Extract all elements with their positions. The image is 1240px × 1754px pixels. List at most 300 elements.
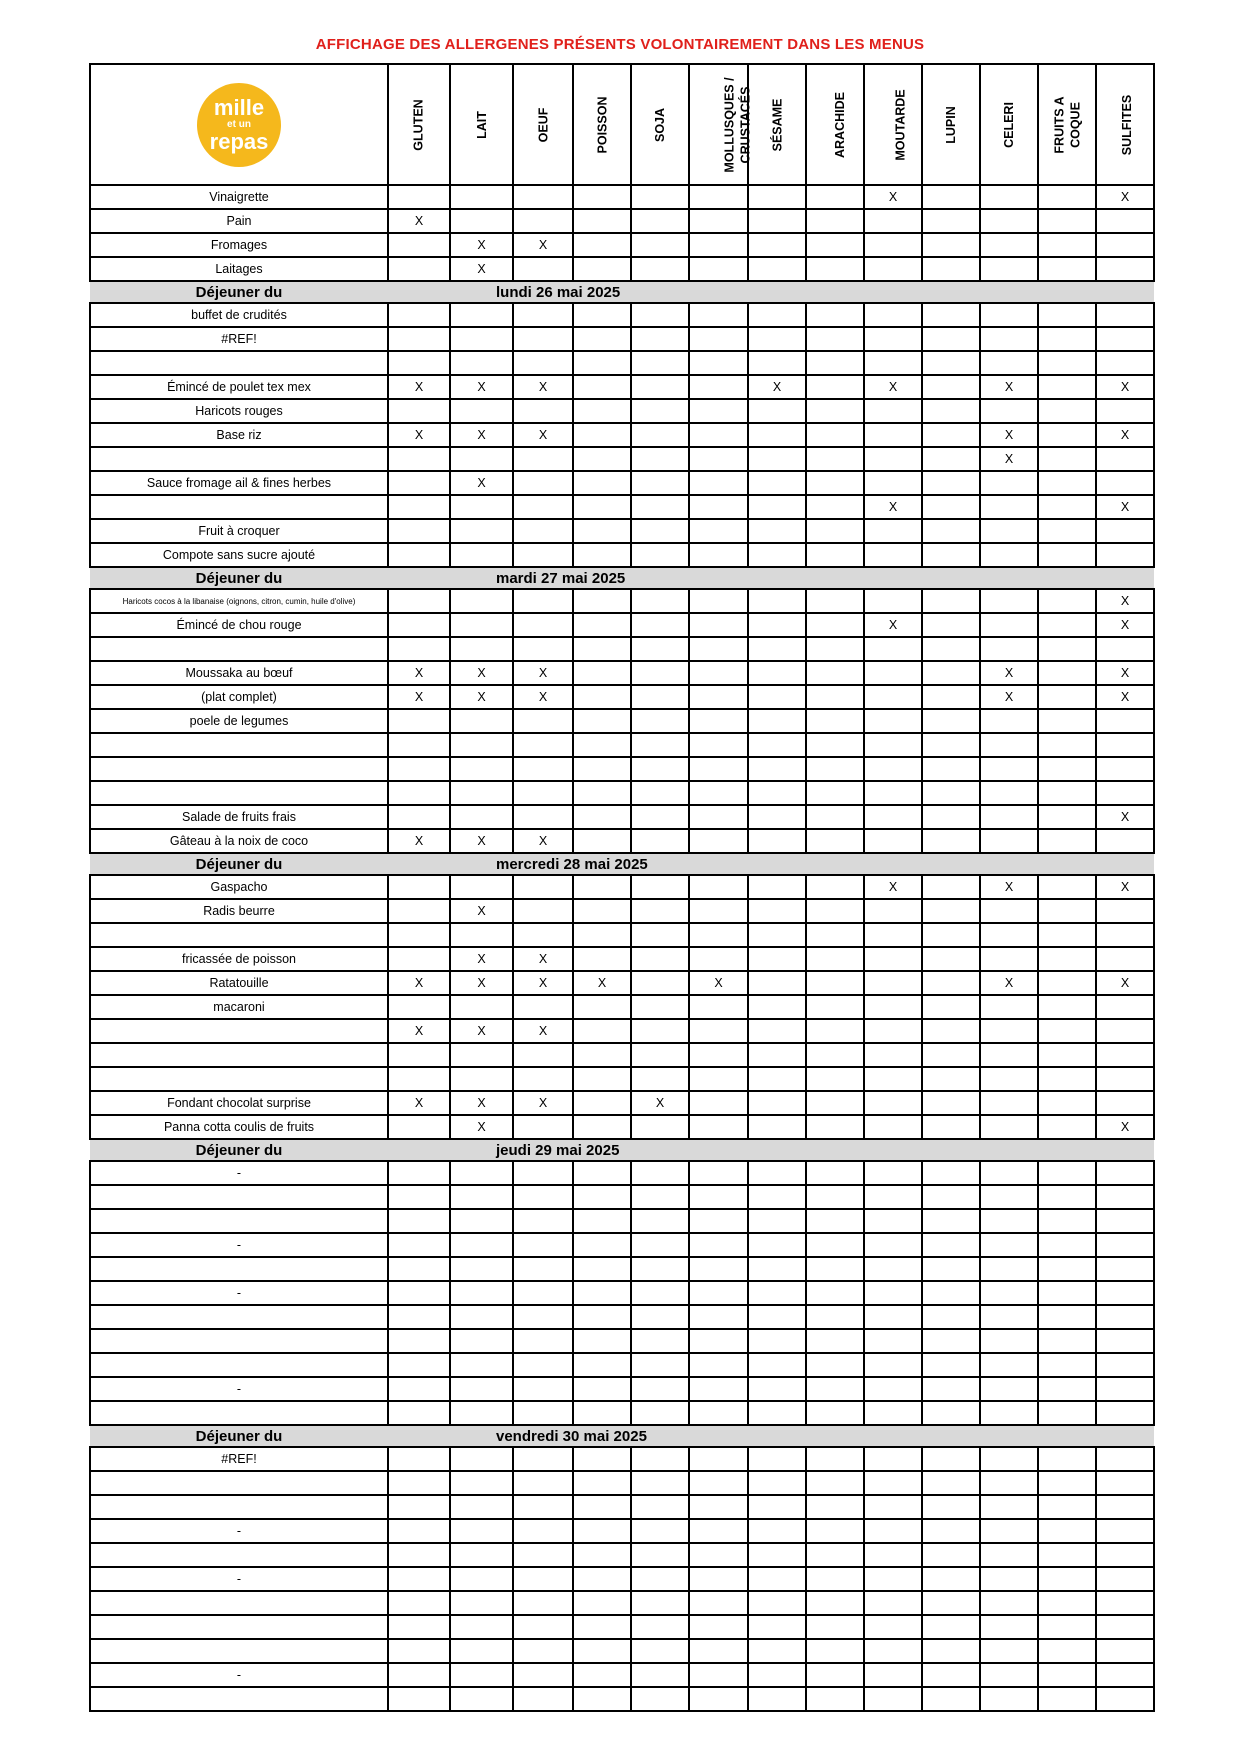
dish-name xyxy=(90,1687,388,1711)
allergen-cell xyxy=(1038,1401,1096,1425)
allergen-cell xyxy=(1038,829,1096,853)
table-row xyxy=(90,209,1154,233)
allergen-cell xyxy=(1038,1329,1096,1353)
day-date: jeudi 29 mai 2025 xyxy=(388,1139,1154,1161)
column-header-label xyxy=(769,98,785,151)
column-header-line: MOLLUSQUES / xyxy=(722,76,737,173)
allergen-cell xyxy=(922,709,980,733)
allergen-cell xyxy=(388,757,450,781)
allergen-cell xyxy=(864,1209,922,1233)
allergen-cell xyxy=(980,1663,1038,1687)
allergen-cell xyxy=(388,1115,450,1139)
allergen-cell xyxy=(388,1233,450,1257)
allergen-cell xyxy=(573,757,631,781)
allergen-cell xyxy=(1038,1447,1096,1471)
allergen-cell xyxy=(631,1067,689,1091)
allergen-cell xyxy=(689,1591,748,1615)
allergen-cell xyxy=(450,351,513,375)
allergen-cell xyxy=(513,899,573,923)
column-header-9 xyxy=(864,64,922,185)
logo-line-2: et un xyxy=(227,118,251,130)
allergen-cell xyxy=(806,1543,864,1567)
allergen-cell xyxy=(864,1567,922,1591)
allergen-cell xyxy=(864,1353,922,1377)
allergen-cell xyxy=(450,757,513,781)
allergen-cell xyxy=(513,781,573,805)
allergen-cell xyxy=(450,613,513,637)
allergen-cell xyxy=(980,1447,1038,1471)
day-label: Déjeuner du xyxy=(90,281,388,303)
column-header-11 xyxy=(980,64,1038,185)
allergen-cell xyxy=(1096,1209,1154,1233)
allergen-cell xyxy=(806,495,864,519)
allergen-cell xyxy=(748,1115,806,1139)
allergen-cell xyxy=(980,1115,1038,1139)
day-date: mercredi 28 mai 2025 xyxy=(388,853,1154,875)
allergen-cell xyxy=(631,1233,689,1257)
allergen-cell xyxy=(1038,447,1096,471)
allergen-cell xyxy=(1038,351,1096,375)
allergen-cell xyxy=(631,1185,689,1209)
allergen-cell xyxy=(573,1067,631,1091)
allergen-cell xyxy=(1038,423,1096,447)
allergen-cell xyxy=(806,1067,864,1091)
allergen-cell xyxy=(806,661,864,685)
table-row xyxy=(90,1281,1154,1305)
allergen-cell xyxy=(573,1209,631,1233)
allergen-cell xyxy=(864,1091,922,1115)
allergen-cell xyxy=(1038,685,1096,709)
table-row xyxy=(90,805,1154,829)
allergen-cell xyxy=(922,519,980,543)
allergen-cell xyxy=(450,709,513,733)
allergen-cell xyxy=(513,1615,573,1639)
allergen-cell xyxy=(864,257,922,281)
allergen-cell xyxy=(689,1567,748,1591)
allergen-cell xyxy=(806,519,864,543)
allergen-cell xyxy=(748,351,806,375)
allergen-cell xyxy=(631,875,689,899)
allergen-cell: X xyxy=(388,423,450,447)
dish-name: Fondant chocolat surprise xyxy=(90,1091,388,1115)
dish-name: Ratatouille xyxy=(90,971,388,995)
allergen-cell xyxy=(864,923,922,947)
dish-name: Haricots cocos à la libanaise (oignons, citron, cumin, huile d'olive) xyxy=(90,589,388,613)
allergen-cell xyxy=(864,1591,922,1615)
allergen-cell xyxy=(1038,1615,1096,1639)
allergen-cell xyxy=(573,1377,631,1401)
allergen-cell xyxy=(388,1615,450,1639)
table-row xyxy=(90,1687,1154,1711)
allergen-cell xyxy=(922,1043,980,1067)
allergen-cell: X xyxy=(1096,185,1154,209)
allergen-cell xyxy=(689,1639,748,1663)
allergen-cell xyxy=(922,1519,980,1543)
allergen-cell xyxy=(388,257,450,281)
table-row xyxy=(90,781,1154,805)
allergen-cell xyxy=(1096,899,1154,923)
allergen-cell xyxy=(689,1305,748,1329)
allergen-cell xyxy=(450,1495,513,1519)
allergen-cell xyxy=(864,1639,922,1663)
allergen-cell xyxy=(573,185,631,209)
allergen-cell xyxy=(1096,1663,1154,1687)
allergen-cell xyxy=(748,471,806,495)
allergen-cell xyxy=(748,1019,806,1043)
allergen-cell xyxy=(748,327,806,351)
dish-name: #REF! xyxy=(90,1447,388,1471)
allergen-cell xyxy=(689,375,748,399)
allergen-cell xyxy=(1096,1639,1154,1663)
allergen-cell xyxy=(689,685,748,709)
allergen-cell xyxy=(864,471,922,495)
allergen-cell xyxy=(980,399,1038,423)
allergen-cell xyxy=(689,1257,748,1281)
allergen-cell xyxy=(864,543,922,567)
allergen-cell xyxy=(513,1305,573,1329)
day-date: lundi 26 mai 2025 xyxy=(388,281,1154,303)
allergen-cell xyxy=(388,1043,450,1067)
allergen-cell xyxy=(689,1687,748,1711)
allergen-cell xyxy=(864,733,922,757)
allergen-cell xyxy=(922,257,980,281)
allergen-cell xyxy=(689,829,748,853)
allergen-cell xyxy=(864,209,922,233)
allergen-cell xyxy=(573,1519,631,1543)
allergen-cell xyxy=(573,209,631,233)
allergen-cell xyxy=(980,757,1038,781)
allergen-cell xyxy=(631,1495,689,1519)
allergen-cell xyxy=(573,1281,631,1305)
table-row xyxy=(90,1543,1154,1567)
allergen-cell xyxy=(980,709,1038,733)
allergen-cell xyxy=(1096,757,1154,781)
allergen-cell xyxy=(922,1615,980,1639)
allergen-cell xyxy=(1038,1161,1096,1185)
dish-name: - xyxy=(90,1567,388,1591)
allergen-cell xyxy=(450,1353,513,1377)
allergen-cell xyxy=(573,995,631,1019)
allergen-cell xyxy=(1038,1305,1096,1329)
allergen-cell xyxy=(864,1185,922,1209)
allergen-cell xyxy=(1096,233,1154,257)
allergen-cell xyxy=(450,1161,513,1185)
column-header-line: ARACHIDE xyxy=(832,91,847,158)
dish-name: Sauce fromage ail & fines herbes xyxy=(90,471,388,495)
allergen-cell xyxy=(748,303,806,327)
allergen-cell xyxy=(1096,947,1154,971)
allergen-cell: X xyxy=(513,685,573,709)
dish-name xyxy=(90,1543,388,1567)
allergen-cell xyxy=(388,185,450,209)
allergen-cell xyxy=(922,1687,980,1711)
dish-name: - xyxy=(90,1161,388,1185)
allergen-cell xyxy=(748,1543,806,1567)
dish-name xyxy=(90,637,388,661)
brand-logo xyxy=(197,83,281,167)
allergen-cell xyxy=(1038,185,1096,209)
allergen-cell xyxy=(689,995,748,1019)
allergen-cell: X xyxy=(513,423,573,447)
allergen-cell xyxy=(806,995,864,1019)
allergen-cell xyxy=(388,1161,450,1185)
allergen-cell xyxy=(388,733,450,757)
allergen-cell xyxy=(631,1663,689,1687)
allergen-cell xyxy=(631,685,689,709)
allergen-cell xyxy=(689,1091,748,1115)
allergen-cell xyxy=(864,995,922,1019)
allergen-cell xyxy=(631,327,689,351)
allergen-cell xyxy=(980,1185,1038,1209)
allergen-cell xyxy=(689,661,748,685)
allergen-cell xyxy=(748,233,806,257)
allergen-cell xyxy=(806,1185,864,1209)
dish-name xyxy=(90,1471,388,1495)
allergen-cell xyxy=(513,1377,573,1401)
allergen-cell xyxy=(631,1401,689,1425)
allergen-cell xyxy=(388,543,450,567)
column-header-label xyxy=(594,96,610,153)
allergen-cell xyxy=(922,1019,980,1043)
allergen-cell: X xyxy=(1096,685,1154,709)
logo-line-3: repas xyxy=(209,128,269,154)
allergen-cell xyxy=(450,1447,513,1471)
allergen-cell xyxy=(388,1687,450,1711)
column-header-line: SOJA xyxy=(652,107,667,142)
allergen-cell xyxy=(450,637,513,661)
allergen-cell xyxy=(806,1687,864,1711)
allergen-cell xyxy=(631,733,689,757)
allergen-cell xyxy=(513,1043,573,1067)
allergen-cell xyxy=(1038,1663,1096,1687)
allergen-cell xyxy=(864,709,922,733)
allergen-cell xyxy=(388,1447,450,1471)
allergen-cell xyxy=(631,1615,689,1639)
table-row xyxy=(90,1161,1154,1185)
allergen-cell xyxy=(748,1639,806,1663)
allergen-cell xyxy=(573,375,631,399)
allergen-cell xyxy=(450,1471,513,1495)
allergen-cell: X xyxy=(388,375,450,399)
allergen-cell xyxy=(573,1663,631,1687)
dish-name xyxy=(90,495,388,519)
allergen-cell: X xyxy=(980,685,1038,709)
allergen-cell xyxy=(631,1567,689,1591)
allergen-cell xyxy=(806,471,864,495)
allergen-cell xyxy=(922,923,980,947)
allergen-cell xyxy=(450,733,513,757)
allergen-cell xyxy=(806,685,864,709)
allergen-cell xyxy=(864,1305,922,1329)
allergen-cell xyxy=(864,1161,922,1185)
allergen-cell xyxy=(689,1401,748,1425)
table-row xyxy=(90,1615,1154,1639)
allergen-cell xyxy=(922,661,980,685)
allergen-table xyxy=(89,63,1155,1712)
allergen-cell xyxy=(748,1067,806,1091)
allergen-cell xyxy=(1096,1233,1154,1257)
allergen-cell xyxy=(689,1353,748,1377)
allergen-cell xyxy=(1096,923,1154,947)
allergen-cell xyxy=(1038,1471,1096,1495)
allergen-cell: X xyxy=(573,971,631,995)
allergen-cell xyxy=(1096,1067,1154,1091)
allergen-cell xyxy=(980,327,1038,351)
allergen-cell xyxy=(573,899,631,923)
allergen-cell xyxy=(631,971,689,995)
allergen-cell xyxy=(388,709,450,733)
allergen-cell xyxy=(689,519,748,543)
allergen-cell xyxy=(748,709,806,733)
dish-name xyxy=(90,1329,388,1353)
allergen-cell: X xyxy=(513,829,573,853)
allergen-cell xyxy=(631,995,689,1019)
allergen-cell xyxy=(806,1495,864,1519)
allergen-cell xyxy=(631,1471,689,1495)
allergen-cell xyxy=(748,995,806,1019)
table-row xyxy=(90,661,1154,685)
allergen-cell xyxy=(864,685,922,709)
column-header-label xyxy=(832,92,848,158)
allergen-cell xyxy=(573,399,631,423)
allergen-cell xyxy=(922,947,980,971)
allergen-cell xyxy=(450,185,513,209)
allergen-cell xyxy=(1096,543,1154,567)
allergen-cell xyxy=(388,471,450,495)
column-header-line: GLUTEN xyxy=(411,98,426,151)
allergen-cell xyxy=(631,519,689,543)
allergen-cell xyxy=(806,303,864,327)
allergen-cell xyxy=(631,637,689,661)
allergen-cell xyxy=(513,923,573,947)
dish-name xyxy=(90,757,388,781)
allergen-cell xyxy=(980,1257,1038,1281)
allergen-cell xyxy=(864,947,922,971)
allergen-cell xyxy=(1096,1329,1154,1353)
allergen-cell xyxy=(922,733,980,757)
allergen-cell xyxy=(806,971,864,995)
allergen-cell xyxy=(748,613,806,637)
allergen-cell xyxy=(748,947,806,971)
allergen-cell xyxy=(922,637,980,661)
allergen-cell xyxy=(631,781,689,805)
allergen-cell xyxy=(922,1281,980,1305)
dish-name xyxy=(90,1591,388,1615)
allergen-cell xyxy=(388,1567,450,1591)
table-row xyxy=(90,1401,1154,1425)
allergen-cell xyxy=(1038,661,1096,685)
allergen-cell xyxy=(922,1209,980,1233)
allergen-cell xyxy=(1038,947,1096,971)
allergen-cell xyxy=(450,495,513,519)
allergen-cell xyxy=(573,1233,631,1257)
dish-name: buffet de crudités xyxy=(90,303,388,327)
allergen-cell xyxy=(864,327,922,351)
dish-name xyxy=(90,1305,388,1329)
allergen-cell xyxy=(689,1329,748,1353)
dish-name: Fromages xyxy=(90,233,388,257)
dish-name xyxy=(90,1401,388,1425)
day-header-row xyxy=(90,1139,1154,1161)
allergen-cell xyxy=(513,1519,573,1543)
allergen-cell: X xyxy=(450,375,513,399)
allergen-cell xyxy=(689,1471,748,1495)
allergen-cell xyxy=(450,1377,513,1401)
allergen-cell xyxy=(513,637,573,661)
allergen-cell xyxy=(513,1639,573,1663)
allergen-cell xyxy=(513,757,573,781)
allergen-cell xyxy=(689,1543,748,1567)
allergen-cell xyxy=(806,589,864,613)
allergen-cell xyxy=(1038,375,1096,399)
allergen-cell xyxy=(1096,399,1154,423)
allergen-cell xyxy=(1096,637,1154,661)
allergen-cell xyxy=(631,543,689,567)
allergen-cell xyxy=(450,1615,513,1639)
allergen-cell xyxy=(689,923,748,947)
allergen-cell xyxy=(631,471,689,495)
allergen-cell xyxy=(1096,1567,1154,1591)
dish-name: Gaspacho xyxy=(90,875,388,899)
allergen-cell xyxy=(748,1185,806,1209)
allergen-cell xyxy=(388,1543,450,1567)
allergen-cell xyxy=(806,1567,864,1591)
allergen-cell xyxy=(388,589,450,613)
allergen-cell xyxy=(922,303,980,327)
allergen-cell xyxy=(1038,495,1096,519)
allergen-cell xyxy=(450,1329,513,1353)
column-header-4 xyxy=(573,64,631,185)
allergen-cell xyxy=(513,1471,573,1495)
allergen-cell xyxy=(980,1495,1038,1519)
allergen-cell xyxy=(631,1043,689,1067)
allergen-cell xyxy=(1096,995,1154,1019)
column-header-5 xyxy=(631,64,689,185)
allergen-cell xyxy=(980,947,1038,971)
allergen-cell xyxy=(631,1115,689,1139)
allergen-cell xyxy=(1096,1377,1154,1401)
allergen-cell xyxy=(573,1471,631,1495)
allergen-cell xyxy=(631,185,689,209)
allergen-cell xyxy=(513,399,573,423)
allergen-cell xyxy=(1038,1353,1096,1377)
allergen-cell xyxy=(806,447,864,471)
allergen-cell xyxy=(748,661,806,685)
allergen-cell xyxy=(1038,257,1096,281)
allergen-cell xyxy=(513,1185,573,1209)
table-row xyxy=(90,233,1154,257)
allergen-cell xyxy=(513,805,573,829)
allergen-cell xyxy=(1038,209,1096,233)
allergen-cell xyxy=(806,185,864,209)
allergen-cell xyxy=(450,1543,513,1567)
dish-name: Panna cotta coulis de fruits xyxy=(90,1115,388,1139)
allergen-cell xyxy=(806,1471,864,1495)
dish-name: - xyxy=(90,1233,388,1257)
allergen-cell xyxy=(748,1377,806,1401)
allergen-cell xyxy=(1038,995,1096,1019)
allergen-cell xyxy=(631,1639,689,1663)
allergen-cell xyxy=(689,495,748,519)
allergen-cell xyxy=(573,471,631,495)
allergen-cell xyxy=(922,1471,980,1495)
allergen-cell xyxy=(689,637,748,661)
allergen-cell xyxy=(922,875,980,899)
allergen-cell xyxy=(748,1161,806,1185)
allergen-cell xyxy=(689,1615,748,1639)
allergen-cell xyxy=(388,351,450,375)
allergen-cell xyxy=(1096,1019,1154,1043)
